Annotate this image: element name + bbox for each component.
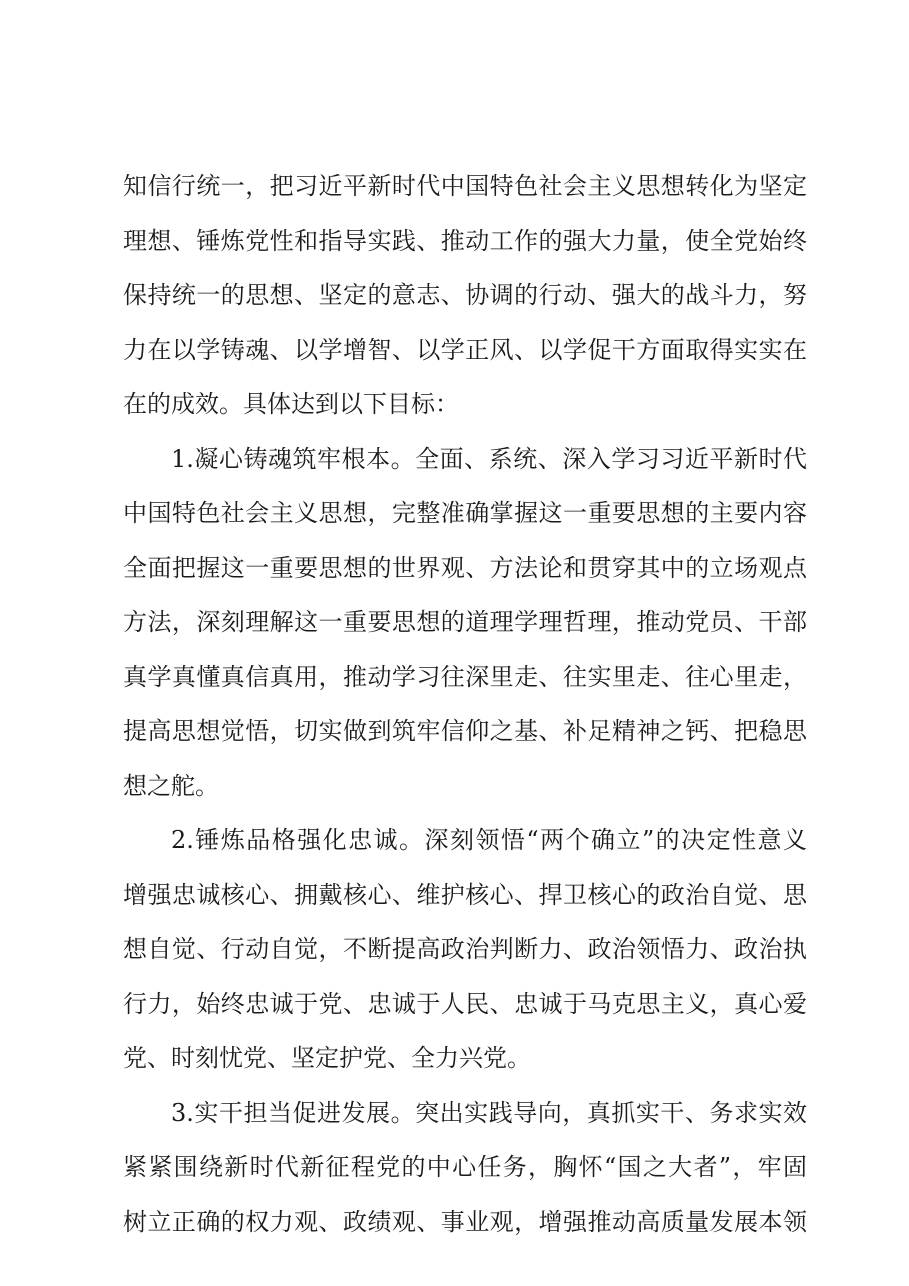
text-line: 想自觉、行动自觉，不断提高政治判断力、政治领悟力、政治执 (123, 935, 807, 963)
text-line: 想之舵。 (123, 771, 219, 800)
text-line: 保持统一的思想、坚定的意志、协调的行动、强大的战斗力，努 (123, 281, 807, 309)
text-line: 提高思想觉悟，切实做到筑牢信仰之基、补足精神之钙、把稳思 (123, 717, 807, 745)
text-line: 在的成效。具体达到以下目标： (123, 390, 459, 418)
text-line: 真学真懂真信真用，推动学习往深里走、往实里走、往心里走， (123, 662, 807, 691)
text-line: 增强忠诚核心、拥戴核心、维护核心、捍卫核心的政治自觉、思 (123, 880, 807, 909)
text-line: 2.锤炼品格强化忠诚。深刻领悟“两个确立”的决定性意义 (171, 826, 807, 854)
text-line: 1.凝心铸魂筑牢根本。全面、系统、深入学习习近平新时代 (171, 444, 807, 473)
text-line: 树立正确的权力观、政绩观、事业观，增强推动高质量发展本领 (123, 1207, 807, 1236)
text-line: 紧紧围绕新时代新征程党的中心任务，胸怀“国之大者”，牢固 (123, 1153, 807, 1181)
text-line: 党、时刻忧党、坚定护党、全力兴党。 (123, 1044, 531, 1072)
text-line: 理想、锤炼党性和指导实践、推动工作的强大力量，使全党始终 (123, 226, 807, 255)
text-line: 力在以学铸魂、以学增智、以学正风、以学促干方面取得实实在 (123, 335, 807, 364)
text-line: 方法，深刻理解这一重要思想的道理学理哲理，推动党员、干部 (123, 608, 807, 636)
text-line: 全面把握这一重要思想的世界观、方法论和贯穿其中的立场观点 (123, 553, 807, 582)
text-line: 知信行统一，把习近平新时代中国特色社会主义思想转化为坚定 (123, 172, 807, 200)
text-line: 行力，始终忠诚于党、忠诚于人民、忠诚于马克思主义，真心爱 (123, 989, 807, 1018)
text-line: 3.实干担当促进发展。突出实践导向，真抓实干、务求实效 (171, 1098, 807, 1127)
body-text (123, 165, 807, 1255)
text-line: 中国特色社会主义思想，完整准确掌握这一重要思想的主要内容 (123, 499, 807, 527)
